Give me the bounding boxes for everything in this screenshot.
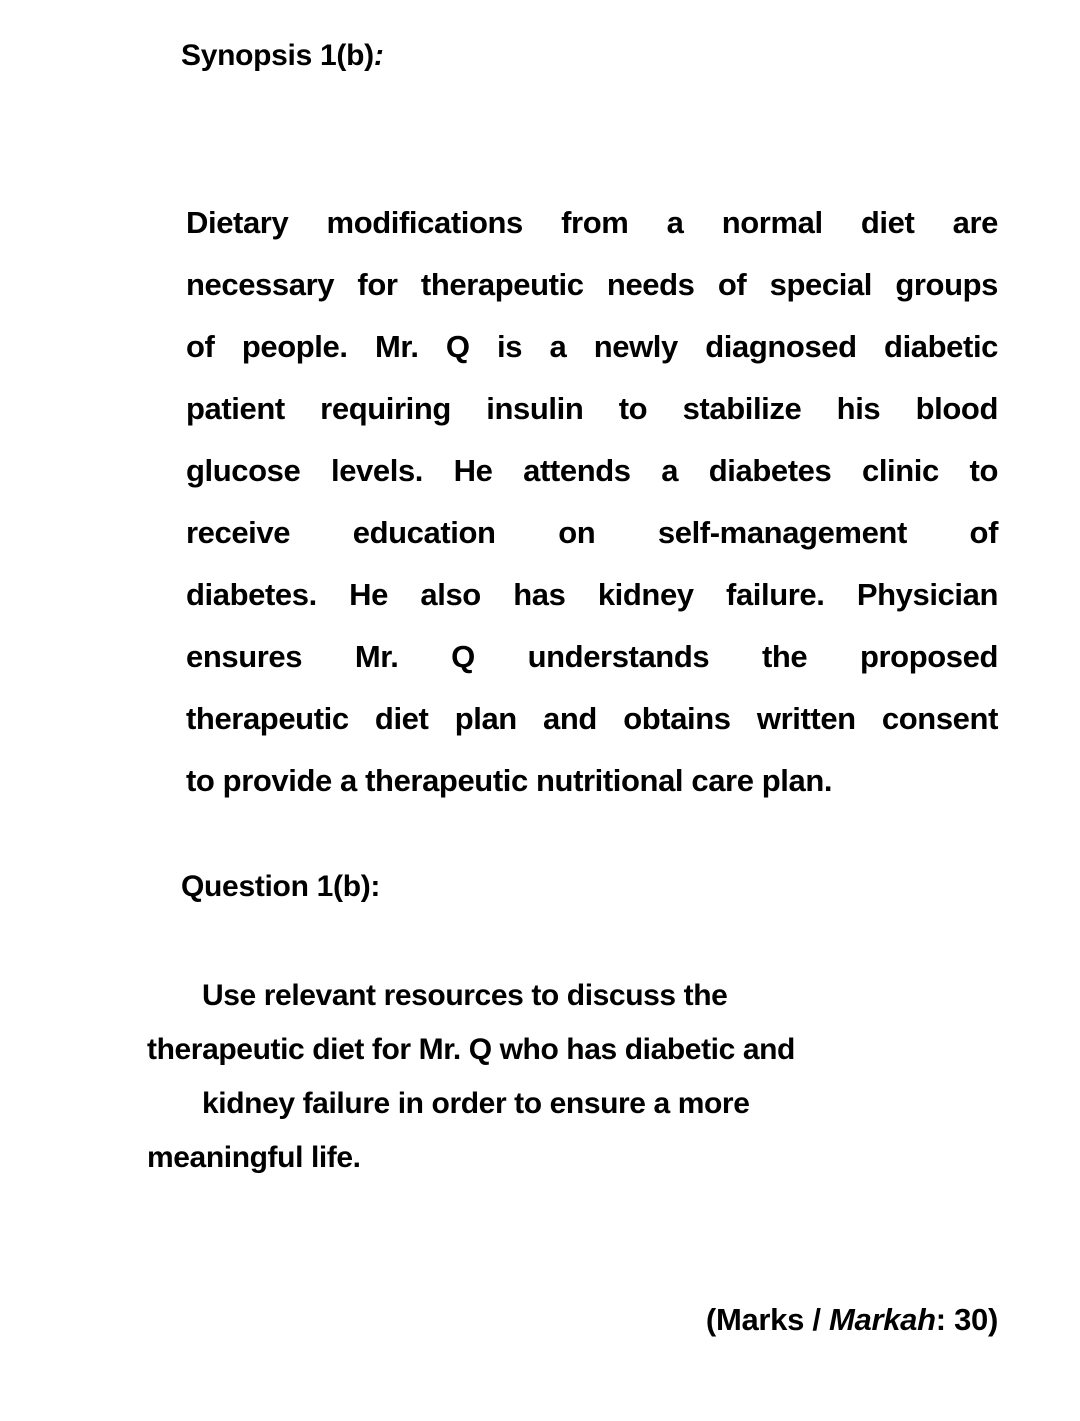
synopsis-line: necessary for therapeutic needs of special groups (186, 267, 998, 302)
marks-open: (Marks / (705, 1302, 829, 1337)
synopsis-paragraph (186, 192, 998, 812)
question-line: Use relevant resources to discuss the (202, 979, 728, 1012)
synopsis-line: to provide a therapeutic nutritional care plan. (186, 763, 833, 798)
question-line: kidney failure in order to ensure a more (202, 1087, 750, 1120)
question-line: meaningful life. (147, 1141, 361, 1174)
synopsis-heading-colon: : (373, 39, 384, 72)
marks-label (706, 1299, 998, 1341)
synopsis-line: receive education on self-management of (186, 515, 998, 550)
question-line: therapeutic diet for Mr. Q who has diabetic and (147, 1033, 795, 1066)
marks-close: : 30) (935, 1302, 998, 1337)
synopsis-heading (181, 36, 384, 76)
synopsis-line: ensures Mr. Q understands the proposed (186, 639, 998, 674)
synopsis-line: glucose levels. He attends a diabetes clinic to (186, 453, 998, 488)
synopsis-heading-text: Synopsis 1(b) (181, 39, 374, 72)
marks-italic: Markah (829, 1302, 936, 1337)
synopsis-line: patient requiring insulin to stabilize his blood (186, 391, 998, 426)
synopsis-line: of people. Mr. Q is a newly diagnosed diabetic (186, 329, 998, 364)
question-heading: Question 1(b): (181, 870, 381, 903)
synopsis-line: diabetes. He also has kidney failure. Physician (186, 577, 998, 612)
synopsis-line: therapeutic diet plan and obtains written consent (186, 701, 998, 736)
synopsis-line: Dietary modifications from a normal diet are (186, 205, 998, 240)
